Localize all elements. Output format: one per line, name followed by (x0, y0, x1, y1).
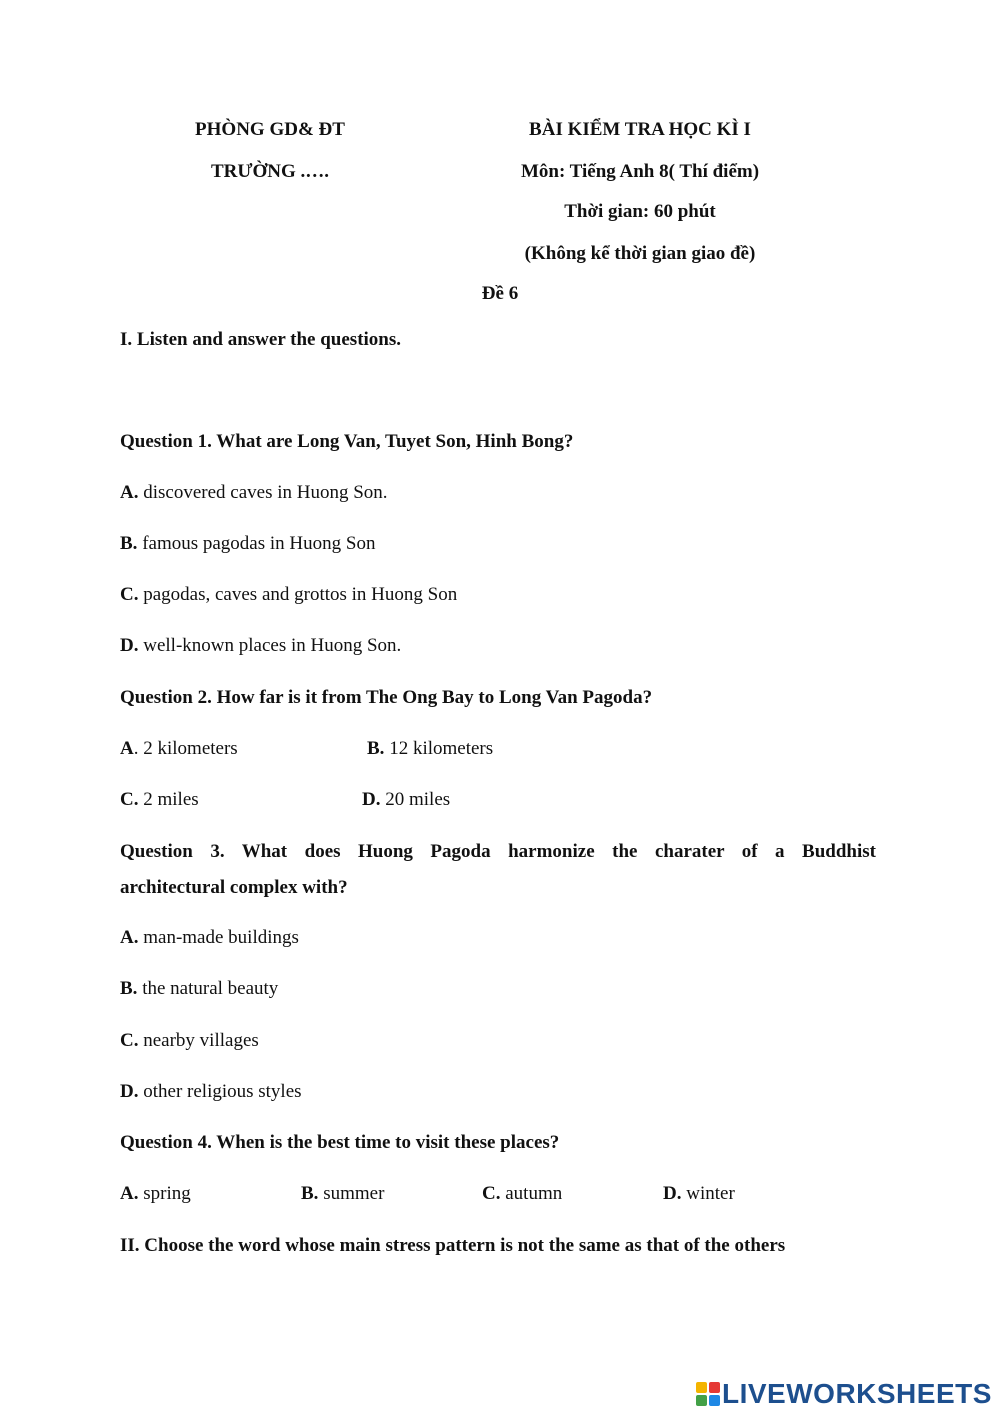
department-name: PHÒNG GD& ĐT (195, 119, 345, 140)
logo-square-4 (709, 1395, 720, 1406)
exam-duration: Thời gian: 60 phút (564, 201, 716, 222)
q2-option-a: A. 2 kilometers (120, 738, 238, 759)
q3-option-d: D. other religious styles (120, 1081, 302, 1102)
q4-option-d: D. winter (663, 1183, 735, 1204)
question-4: Question 4. When is the best time to visit these places? (120, 1132, 560, 1153)
q1-option-b: B. famous pagodas in Huong Son (120, 533, 376, 554)
school-name: TRƯỜNG .…. (210, 161, 330, 182)
subject: Môn: Tiếng Anh 8( Thí điểm) (520, 161, 760, 182)
q2-option-c: C. 2 miles (120, 789, 199, 810)
q3-option-a: A. man-made buildings (120, 927, 299, 948)
section-1-title: I. Listen and answer the questions. (120, 329, 402, 350)
q1-option-c: C. pagodas, caves and grottos in Huong Son (120, 584, 458, 605)
q3-option-b: B. the natural beauty (120, 978, 279, 999)
q4-option-b: B. summer (301, 1183, 385, 1204)
q2-option-b: B. 12 kilometers (367, 738, 494, 759)
q3-option-c: C. nearby villages (120, 1030, 259, 1051)
q4-option-a: A. spring (120, 1183, 191, 1204)
liveworksheets-brand (696, 1376, 992, 1412)
logo-square-2 (709, 1382, 720, 1393)
liveworksheets-logo-icon (696, 1382, 720, 1406)
duration-note: (Không kể thời gian giao đề) (524, 243, 756, 264)
q1-option-a: A. discovered caves in Huong Son. (120, 482, 388, 503)
section-2-title: II. Choose the word whose main stress pattern is not the same as that of the others (120, 1235, 786, 1256)
exam-title: BÀI KIỂM TRA HỌC KÌ I (529, 119, 751, 140)
logo-square-3 (696, 1395, 707, 1406)
question-1: Question 1. What are Long Van, Tuyet Son, Hinh Bong? (120, 431, 574, 452)
q1-option-d: D. well-known places in Huong Son. (120, 635, 402, 656)
logo-square-1 (696, 1382, 707, 1393)
q2-option-d: D. 20 miles (362, 789, 451, 810)
brand-text: LIVEWORKSHEETS (722, 1378, 992, 1409)
question-3-line-2: architectural complex with? (120, 877, 348, 898)
exam-code: Đề 6 (481, 283, 519, 304)
question-3-line-1: Question 3. What does Huong Pagoda harmonize the charater of a Buddhist (120, 841, 876, 862)
question-2: Question 2. How far is it from The Ong Bay to Long Van Pagoda? (120, 687, 653, 708)
q4-option-c: C. autumn (482, 1183, 563, 1204)
